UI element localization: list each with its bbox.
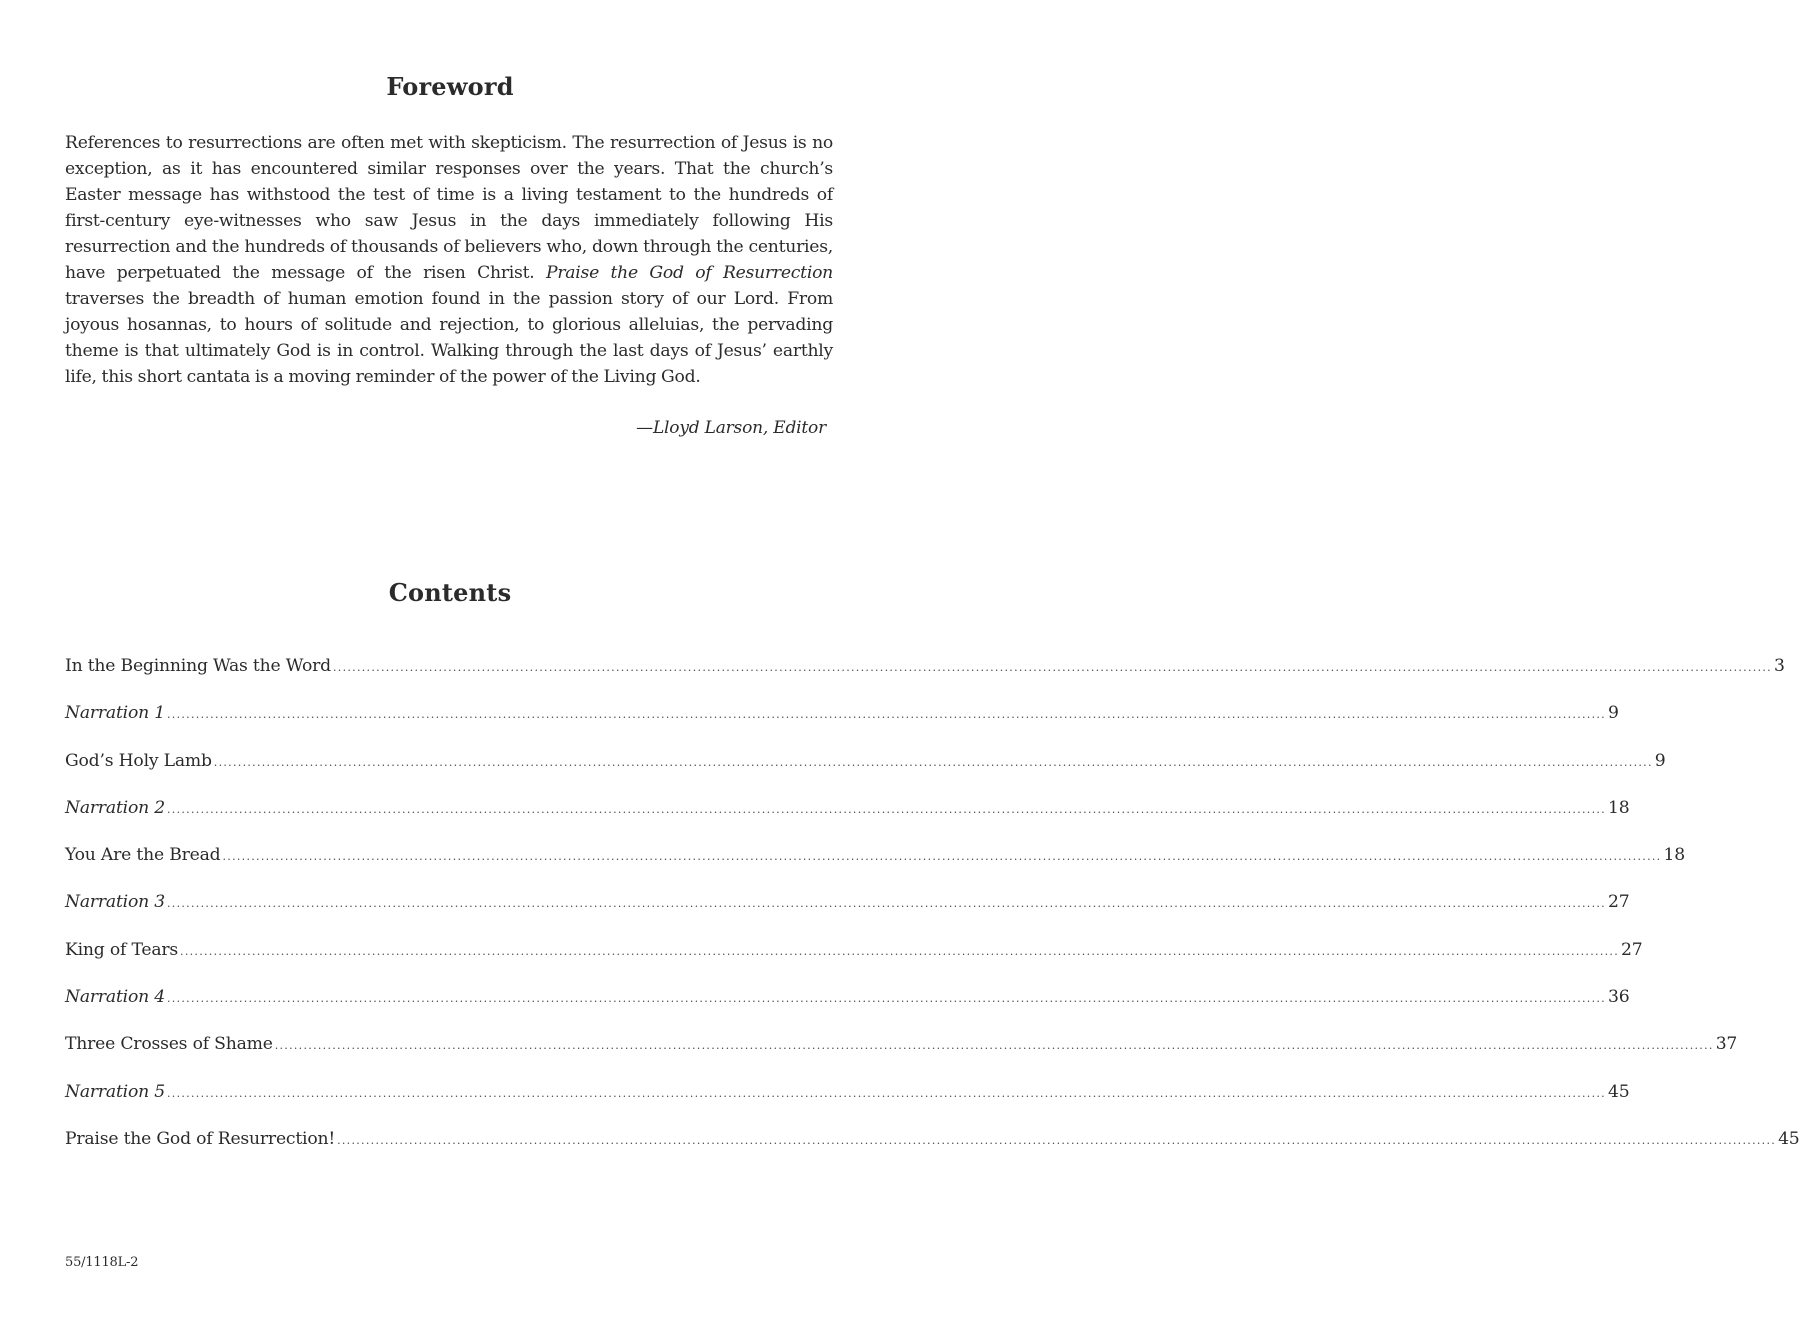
toc-entry[interactable] <box>65 987 1630 1034</box>
catalog-code: 55/1118L-2 <box>65 1255 139 1270</box>
toc-entry-title: Narration 3 <box>65 892 165 913</box>
toc-entry-page: 18 <box>1663 845 1685 866</box>
foreword-body <box>65 130 833 390</box>
foreword-title: Foreword <box>386 72 514 101</box>
toc-entry-title: Narration 2 <box>65 797 165 818</box>
toc-entry[interactable] <box>65 750 1666 798</box>
toc-entry-page: 37 <box>1715 1034 1738 1055</box>
toc-entry[interactable] <box>65 892 1630 939</box>
toc-leader-dots: ............................................................................................................................................................................................................................................................................................................ <box>167 708 1606 722</box>
toc-entry[interactable] <box>65 845 1685 892</box>
toc-entry[interactable] <box>65 1081 1630 1129</box>
foreword-text-before: References to resurrections are often met with skepticism. The resurrection of Jesus is no exception, as it has encountered similar responses over the years. That the church’s Easter message has withstood the test of time is a living testament to the hundreds of first-century eye-witnesses who saw Jesus in the days immediately following His resurrection and the hundreds of thousands of believers who, down through the centuries, have perpetuated the message of the risen Christ. <box>65 133 833 283</box>
toc-entry-page: 9 <box>1654 750 1666 771</box>
toc-leader-dots: ............................................................................................................................................................................................................................................................................................................ <box>180 944 1620 958</box>
toc-leader-dots: ............................................................................................................................................................................................................................................................................................................ <box>167 802 1606 816</box>
toc-entry-title: Three Crosses of Shame <box>65 1034 273 1055</box>
toc-entry-page: 27 <box>1621 939 1643 960</box>
toc-entry-page: 45 <box>1778 1128 1800 1149</box>
toc-entry-title: You Are the Bread <box>65 845 221 866</box>
toc-entry-page: 36 <box>1607 987 1630 1008</box>
toc-leader-dots: ............................................................................................................................................................................................................................................................................................................ <box>167 897 1606 911</box>
toc-leader-dots: ............................................................................................................................................................................................................................................................................................................ <box>274 1039 1714 1053</box>
toc-entry-title: Narration 4 <box>65 987 165 1008</box>
table-of-contents <box>65 656 1800 1176</box>
toc-entry[interactable] <box>65 797 1630 845</box>
toc-leader-dots: ............................................................................................................................................................................................................................................................................................................ <box>213 755 1653 769</box>
toc-leader-dots: ............................................................................................................................................................................................................................................................................................................ <box>222 850 1662 864</box>
toc-leader-dots: ............................................................................................................................................................................................................................................................................................................ <box>337 1133 1777 1147</box>
toc-entry-title: King of Tears <box>65 939 179 960</box>
toc-leader-dots: ............................................................................................................................................................................................................................................................................................................ <box>167 992 1606 1006</box>
toc-leader-dots: ............................................................................................................................................................................................................................................................................................................ <box>332 661 1772 674</box>
toc-entry-page: 18 <box>1607 797 1630 818</box>
contents-title: Contents <box>388 578 512 607</box>
foreword-text-italic-title: Praise the God of Resurrection <box>546 263 833 283</box>
toc-entry[interactable] <box>65 1128 1800 1176</box>
toc-entry-title: Narration 5 <box>65 1081 165 1102</box>
foreword-text-after: traverses the breadth of human emotion found in the passion story of our Lord. From joyous hosannas, to hours of solitude and rejection, to glorious alleluias, the pervading theme is that ultimately God is in control. Walking through the last days of Jesus’ earthly life, this short cantata is a moving reminder of the power of the Living God. <box>65 289 833 387</box>
toc-entry-title: God’s Holy Lamb <box>65 750 212 771</box>
toc-entry-page: 45 <box>1607 1081 1630 1102</box>
toc-entry[interactable] <box>65 703 1619 750</box>
foreword-signature: —Lloyd Larson, Editor <box>636 418 826 438</box>
toc-entry-title: In the Beginning Was the Word <box>65 656 331 676</box>
toc-entry-title: Praise the God of Resurrection! <box>65 1128 336 1149</box>
toc-entry-title: Narration 1 <box>65 703 165 724</box>
toc-leader-dots: ............................................................................................................................................................................................................................................................................................................ <box>167 1086 1606 1100</box>
toc-entry[interactable] <box>65 939 1643 987</box>
toc-entry-page: 9 <box>1607 703 1619 724</box>
toc-entry[interactable] <box>65 1034 1738 1081</box>
toc-entry-page: 27 <box>1607 892 1630 913</box>
toc-entry-page: 3 <box>1773 656 1785 676</box>
toc-entry[interactable] <box>65 656 1785 703</box>
